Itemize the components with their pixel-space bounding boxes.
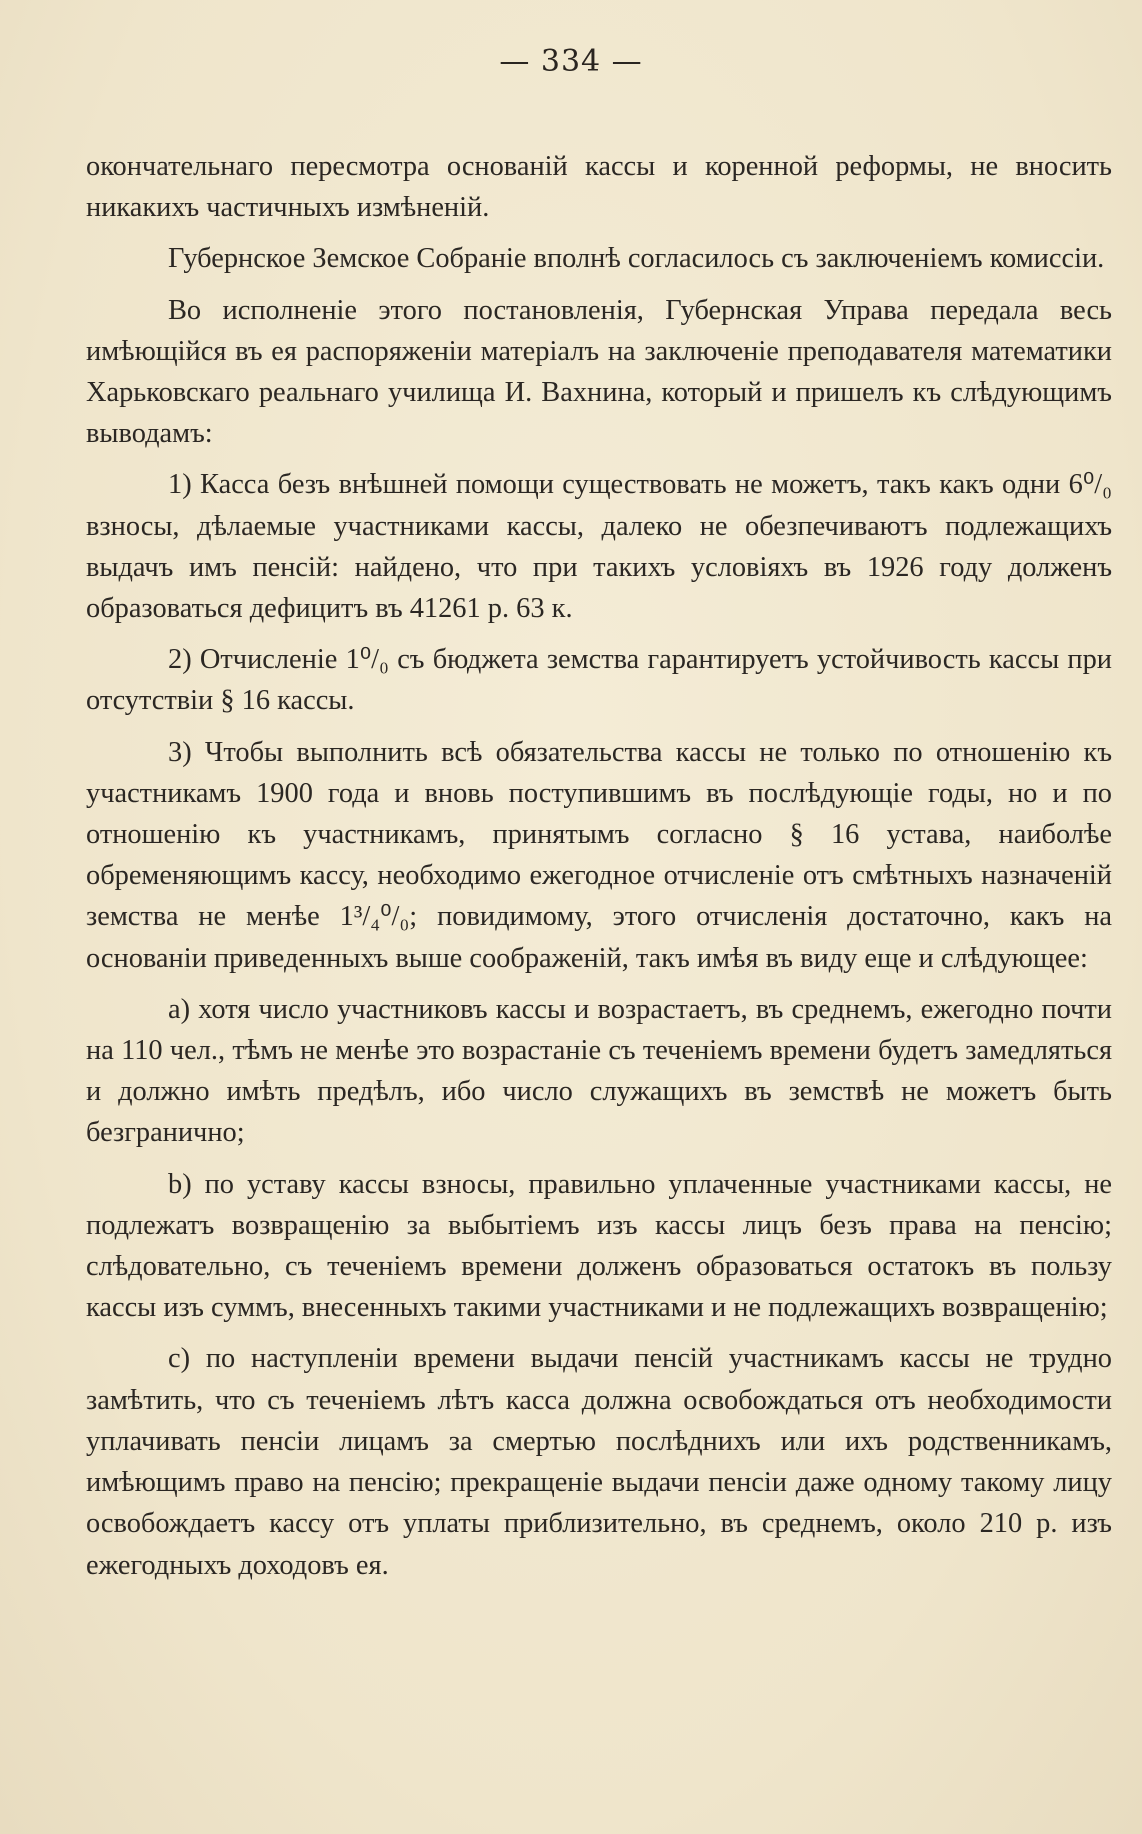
page-number: — 334 — — [499, 44, 643, 79]
paragraph-continuation: окончательнаго пересмотра основаній кассы и коренной реформы, не вносить никакихъ частичныхъ измѣненій. — [86, 151, 1112, 224]
paragraph-board-referral: Во исполненіе этого постановленія, Губернская Управа передала весь имѣющійся въ ея распоряженіи матеріалъ на заключеніе преподавателя математики Харьковскаго реальнаго училища И. Вахнина, который и пришелъ къ слѣдующимъ выводамъ: — [86, 294, 1112, 450]
subpoint-a: a) хотя число участниковъ кассы и возрастаетъ, въ среднемъ, ежегодно почти на 110 чел., тѣмъ не менѣе это возрастаніе съ теченіемъ времени будетъ замедляться и должно имѣть предѣлъ, ибо число служащихъ въ земствѣ не можетъ быть безгранично; — [86, 993, 1112, 1149]
conclusion-1: 1) Касса безъ внѣшней помощи существовать не можетъ, такъ какъ одни 6⁰/₀ взносы, дѣлаемые участниками кассы, далеко не обезпечиваютъ подлежащихъ выдачъ имъ пенсій: найдено, что при такихъ условіяхъ въ 1926 году долженъ образоваться дефицитъ въ 41261 р. 63 к. — [86, 469, 1112, 625]
paragraph-assembly-agreement: Губернское Земское Собраніе вполнѣ согласилось съ заключеніемъ комиссіи. — [168, 243, 1105, 275]
subpoint-c: c) по наступленіи времени выдачи пенсій участникамъ кассы не трудно замѣтить, что съ теченіемъ лѣтъ касса должна освобождаться отъ необходимости уплачивать пенсіи лицамъ за смертью послѣднихъ или ихъ родственникамъ, имѣющимъ право на пенсію; прекращеніе выдачи пенсіи даже одному такому лицу освобождаетъ кассу отъ уплаты приблизительно, въ среднемъ, около 210 р. изъ ежегодныхъ доходовъ ея. — [86, 1343, 1112, 1581]
body-text — [86, 146, 1112, 1596]
subpoint-b: b) по уставу кассы взносы, правильно уплаченные участниками кассы, не подлежатъ возвращенію за выбытіемъ изъ кассы лицъ безъ права на пенсію; слѣдовательно, съ теченіемъ времени долженъ образоваться остатокъ въ пользу кассы изъ суммъ, внесенныхъ такими участниками и не подлежащихъ возвращенію; — [86, 1168, 1112, 1324]
conclusion-2: 2) Отчисленіе 1⁰/₀ съ бюджета земства гарантируетъ устойчивость кассы при отсутствіи § 16 кассы. — [86, 644, 1112, 717]
conclusion-3: 3) Чтобы выполнить всѣ обязательства кассы не только по отношенію къ участникамъ 1900 года и вновь поступившимъ въ послѣдующіе годы, но и по отношенію къ участникамъ, принятымъ согласно § 16 устава, наиболѣе обременяющимъ кассу, необходимо ежегодное отчисленіе отъ смѣтныхъ назначеній земства не менѣе 1³/₄⁰/₀; повидимому, этого отчисленія достаточно, какъ на основаніи приведенныхъ выше соображеній, такъ имѣя въ виду еще и слѣдующее: — [86, 736, 1112, 974]
